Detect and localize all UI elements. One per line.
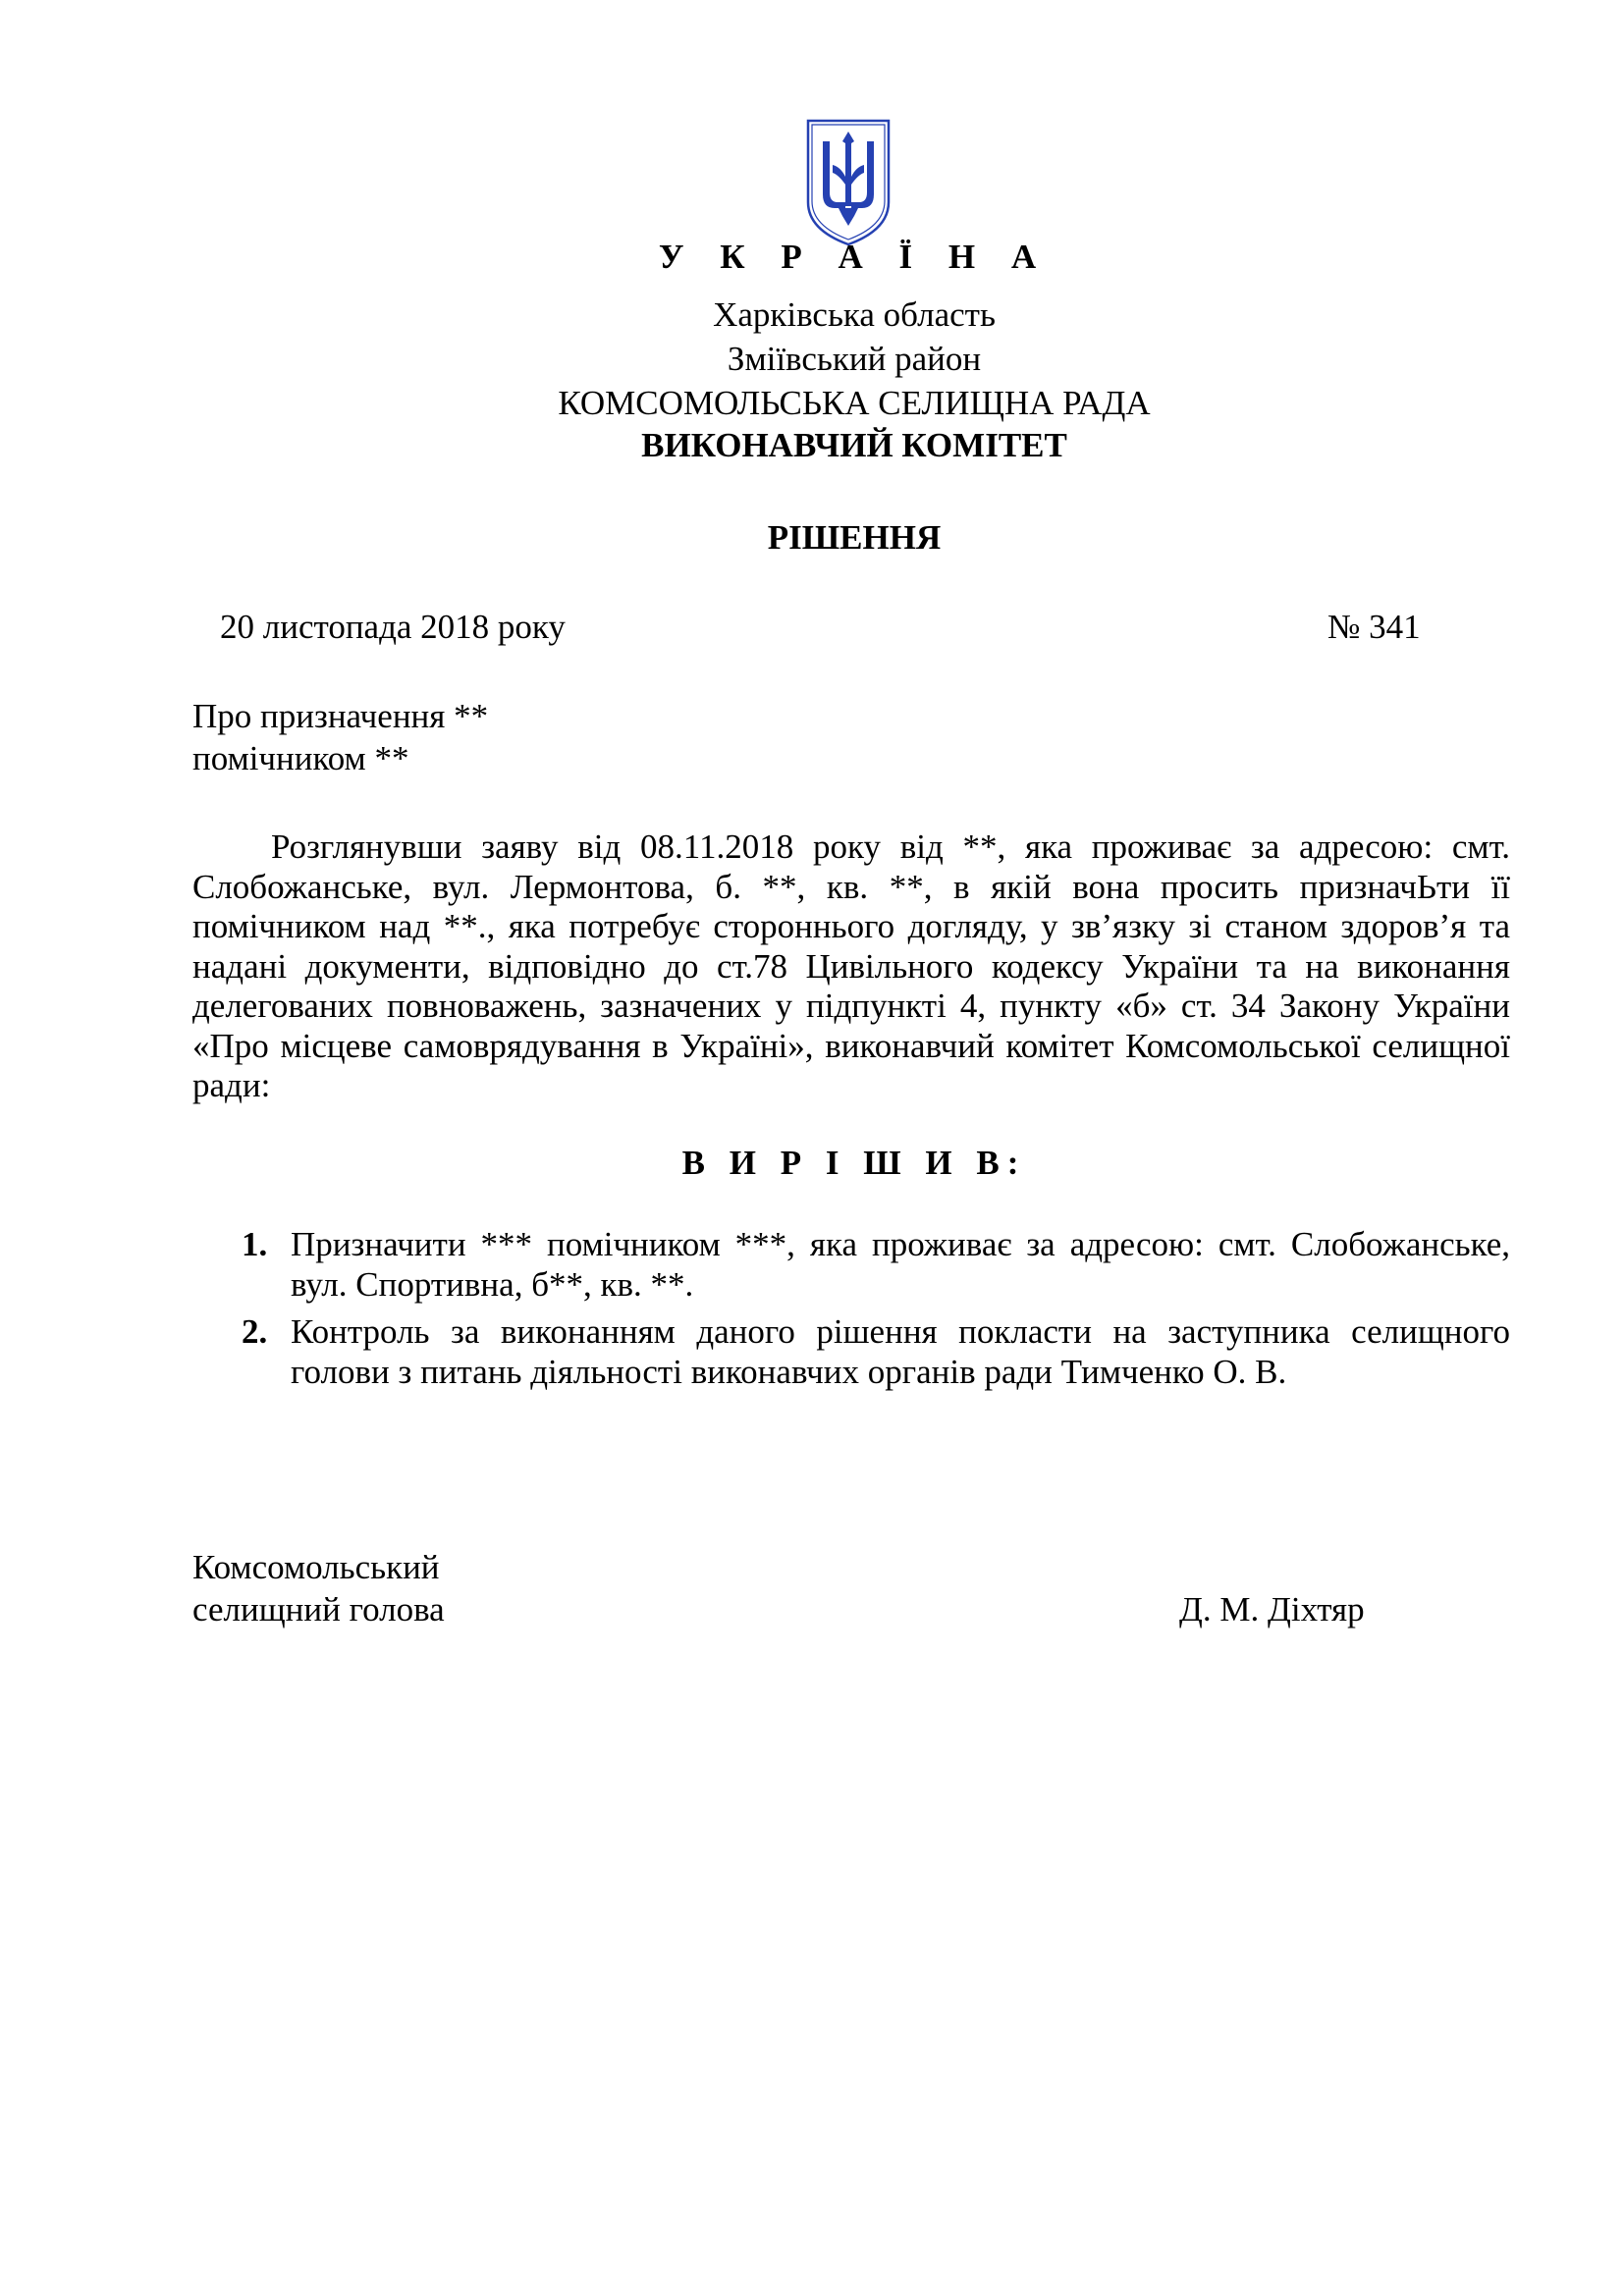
country-name: У К Р А Ї Н А: [658, 238, 1051, 276]
region-name: Харківська область: [713, 295, 996, 334]
decision-item-text: Призначити *** помічником ***, яка проживає за адресою: смт. Слобожанське, вул. Спортивна, б**, кв. **.: [291, 1225, 1510, 1304]
tryzub-icon: [803, 116, 893, 248]
committee-name: ВИКОНАВЧИЙ КОМІТЕТ: [641, 426, 1067, 464]
decision-date: 20 листопада 2018 року: [220, 608, 566, 646]
decision-item: [192, 1225, 1510, 1305]
decision-item-number: 2.: [242, 1312, 268, 1351]
preamble-paragraph: Розглянувши заяву від 08.11.2018 року від **, яка проживає за адресою: смт. Слобожанське, вул. Лермонтова, б. **, кв. **, в якій вона просить призначЬти її помічником над **., яка потребує стороннього догляду, у зв’язку зі станом здоров’я та надані документи, відповідно до ст.78 Цивільного кодексу України та на виконання делегованих повноважень, зазначених у підпункті 4, пункту «б» ст. 34 Закону України «Про місцеве самоврядування в Україні», виконавчий комітет Комсомольської селищної ради:: [192, 828, 1510, 1104]
decision-number: № 341: [1327, 608, 1421, 646]
signatory-title-line-2: селищний голова: [192, 1590, 445, 1629]
subject-line-2: помічником **: [192, 739, 409, 777]
decision-item-number: 1.: [242, 1225, 268, 1263]
signatory-title-line-1: Комсомольський: [192, 1548, 440, 1586]
decided-heading: В И Р І Ш И В:: [681, 1144, 1027, 1182]
signatory-name: Д. М. Діхтяр: [1179, 1590, 1365, 1629]
subject-line-1: Про призначення **: [192, 697, 489, 735]
decision-item-text: Контроль за виконанням даного рішення покласти на заступника селищного голови з питань діяльності виконавчих органів ради Тимченко О. В.: [291, 1312, 1510, 1391]
decisions-list: [192, 1225, 1510, 1400]
district-name: Зміївський район: [727, 340, 982, 378]
decision-item: [192, 1312, 1510, 1392]
council-name: КОМСОМОЛЬСЬКА СЕЛИЩНА РАДА: [558, 384, 1151, 422]
document-type: РІШЕННЯ: [767, 518, 942, 557]
